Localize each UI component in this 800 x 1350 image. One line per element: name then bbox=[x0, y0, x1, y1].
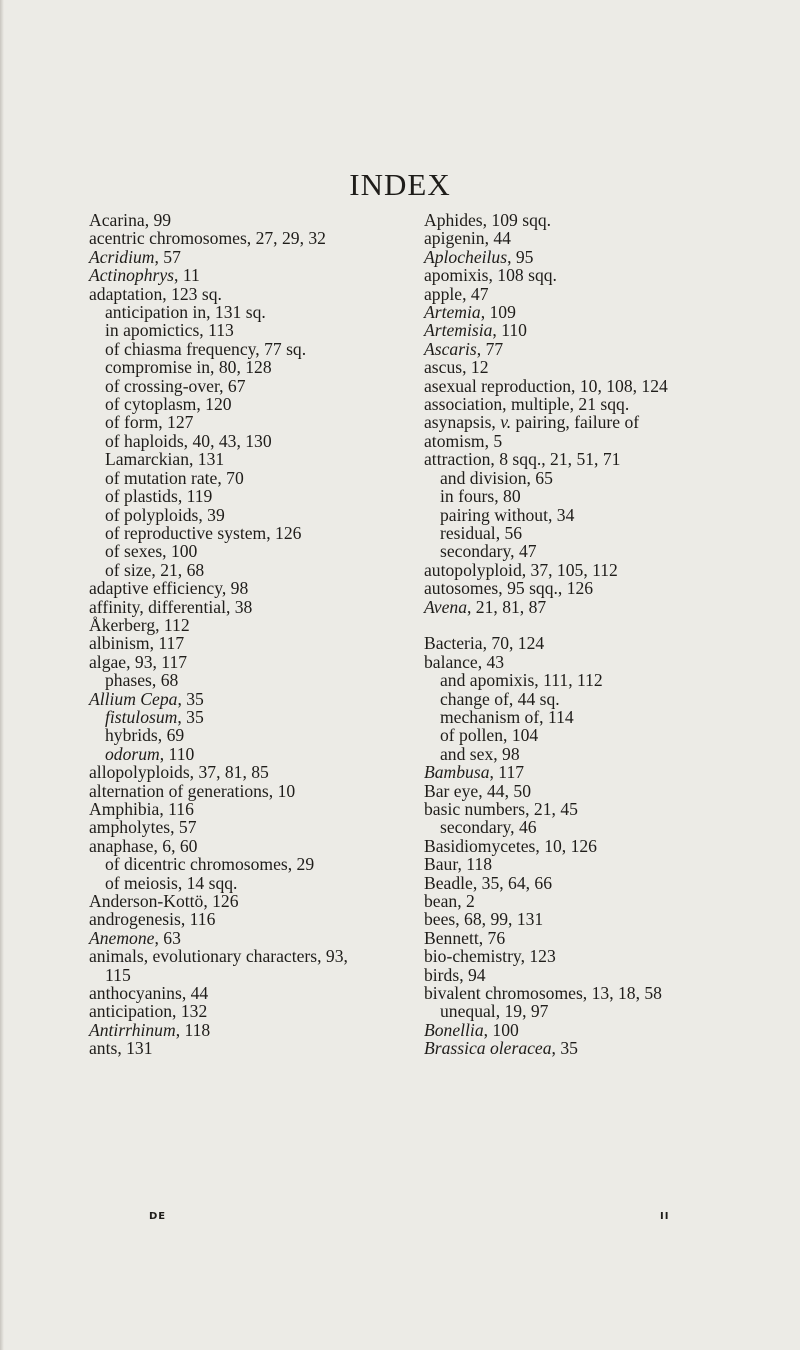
index-subentry bbox=[89, 726, 419, 744]
index-subentry bbox=[89, 487, 419, 505]
index-subentry bbox=[424, 818, 754, 836]
index-subentry bbox=[89, 745, 419, 763]
index-entry bbox=[424, 561, 754, 579]
index-subentry bbox=[89, 671, 419, 689]
entry-text: pairing, failure of bbox=[511, 412, 640, 433]
index-entry bbox=[89, 947, 419, 965]
entry-text: animals, evolutionary characters, 93, bbox=[89, 946, 348, 967]
entry-text: bivalent chromosomes, 13, 18, 58 bbox=[424, 983, 662, 1004]
index-subentry bbox=[89, 561, 419, 579]
entry-text: bio-chemistry, 123 bbox=[424, 946, 556, 967]
index-entry bbox=[424, 285, 754, 303]
entry-text: phases, 68 bbox=[105, 670, 179, 691]
index-entry bbox=[424, 598, 754, 616]
index-entry bbox=[89, 782, 419, 800]
index-entry bbox=[89, 211, 419, 229]
entry-text: apigenin, 44 bbox=[424, 228, 511, 249]
entry-text: , 77 bbox=[476, 338, 504, 359]
entry-text: of dicentric chromosomes, 29 bbox=[105, 854, 315, 875]
entry-text: , 35 bbox=[177, 688, 204, 709]
entry-text: of crossing-over, 67 bbox=[105, 375, 246, 396]
entry-term-italic: Brassica oleracea bbox=[424, 1038, 552, 1059]
entry-text: birds, 94 bbox=[424, 964, 486, 985]
entry-text: bean, 2 bbox=[424, 891, 475, 912]
entry-text: Bar eye, 44, 50 bbox=[424, 780, 531, 801]
index-subentry bbox=[424, 506, 754, 524]
entry-text: unequal, 19, 97 bbox=[440, 1001, 549, 1022]
entry-term-italic: Ascaris bbox=[424, 338, 477, 359]
index-entry bbox=[424, 321, 754, 339]
index-entry bbox=[424, 340, 754, 358]
index-entry bbox=[424, 892, 754, 910]
entry-text: , 57 bbox=[154, 246, 181, 267]
entry-term-italic: Actinophrys bbox=[89, 265, 175, 286]
index-entry bbox=[424, 395, 754, 413]
entry-text: , 118 bbox=[175, 1019, 211, 1040]
index-entry bbox=[89, 616, 419, 634]
entry-text: , 109 bbox=[480, 302, 516, 323]
entry-text: mechanism of, 114 bbox=[440, 706, 574, 727]
entry-text: and division, 65 bbox=[440, 467, 553, 488]
entry-text: autopolyploid, 37, 105, 112 bbox=[424, 559, 618, 580]
entry-text: allopolyploids, 37, 81, 85 bbox=[89, 762, 269, 783]
index-entry bbox=[424, 800, 754, 818]
index-entry bbox=[424, 248, 754, 266]
index-entry bbox=[424, 266, 754, 284]
entry-text: and apomixis, 111, 112 bbox=[440, 670, 603, 691]
entry-text: asynapsis, bbox=[424, 412, 501, 433]
index-entry bbox=[89, 910, 419, 928]
entry-text: secondary, 46 bbox=[440, 817, 537, 838]
index-subentry bbox=[89, 432, 419, 450]
entry-text: Aphides, 109 sqq. bbox=[424, 210, 552, 230]
entry-text: , 21, 81, 87 bbox=[467, 596, 547, 617]
entry-text: apomixis, 108 sqq. bbox=[424, 265, 557, 286]
index-entry bbox=[424, 874, 754, 892]
entry-text: compromise in, 80, 128 bbox=[105, 357, 272, 378]
entry-term-italic: Bonellia bbox=[424, 1019, 484, 1040]
entry-text: , 35 bbox=[551, 1038, 578, 1059]
entry-term-italic: Avena bbox=[424, 596, 467, 617]
entry-term-italic: Bambusa bbox=[424, 762, 490, 783]
index-subentry bbox=[424, 745, 754, 763]
entry-text: Acarina bbox=[89, 210, 145, 230]
index-entry bbox=[89, 800, 419, 818]
entry-text: 115 bbox=[105, 964, 131, 985]
entry-text: apple, 47 bbox=[424, 283, 489, 304]
index-entry bbox=[424, 432, 754, 450]
entry-text: Åkerberg, 112 bbox=[89, 614, 190, 635]
index-entry bbox=[89, 229, 419, 247]
entry-text: asexual reproduction, 10, 108, 124 bbox=[424, 375, 668, 396]
index-entry bbox=[424, 303, 754, 321]
index-column-left bbox=[89, 211, 419, 1058]
index-entry bbox=[89, 634, 419, 652]
entry-text: anticipation in, 131 sq. bbox=[105, 302, 266, 323]
entry-text: , 95 bbox=[507, 246, 534, 267]
entry-text: , 117 bbox=[489, 762, 525, 783]
entry-text: of form, 127 bbox=[105, 412, 194, 433]
index-subentry bbox=[89, 506, 419, 524]
index-subentry bbox=[424, 671, 754, 689]
entry-text: pairing without, 34 bbox=[440, 504, 575, 525]
entry-text: alternation of generations, 10 bbox=[89, 780, 296, 801]
entry-text: of meiosis, 14 sqq. bbox=[105, 872, 238, 893]
entry-term-italic: Artemisia bbox=[424, 320, 493, 341]
entry-text: and sex, 98 bbox=[440, 743, 520, 764]
index-subentry bbox=[424, 690, 754, 708]
entry-text: , 100 bbox=[483, 1019, 519, 1040]
index-entry bbox=[89, 763, 419, 781]
index-entry bbox=[89, 984, 419, 1002]
entry-text: , 11 bbox=[174, 265, 200, 286]
entry-text: anaphase, 6, 60 bbox=[89, 835, 198, 856]
entry-text: , 63 bbox=[154, 927, 181, 948]
index-entry bbox=[89, 285, 419, 303]
entry-text: ants, 131 bbox=[89, 1038, 153, 1059]
entry-text: atomism, 5 bbox=[424, 430, 503, 451]
entry-text: Amphibia, 116 bbox=[89, 799, 194, 819]
entry-text: acentric chromosomes, 27, 29, 32 bbox=[89, 228, 326, 249]
entry-text: anticipation, 132 bbox=[89, 1001, 208, 1022]
index-entry bbox=[424, 855, 754, 873]
entry-text: , 99 bbox=[144, 210, 172, 230]
index-subentry bbox=[89, 340, 419, 358]
index-subentry bbox=[89, 395, 419, 413]
signature-number: II bbox=[660, 1211, 670, 1222]
index-subentry bbox=[424, 487, 754, 505]
index-entry bbox=[89, 1002, 419, 1020]
index-subentry bbox=[89, 542, 419, 560]
entry-text: , 35 bbox=[177, 706, 204, 727]
entry-text: of plastids, 119 bbox=[105, 486, 213, 507]
entry-text: change of, 44 sq. bbox=[440, 688, 560, 709]
entry-term-italic: fistulosum bbox=[105, 706, 178, 727]
index-subentry bbox=[424, 524, 754, 542]
entry-term-italic: Artemia bbox=[424, 302, 481, 323]
index-subentry bbox=[89, 469, 419, 487]
entry-text: adaptive efficiency, 98 bbox=[89, 578, 249, 599]
index-entry bbox=[89, 690, 419, 708]
entry-text: , 110 bbox=[159, 743, 195, 764]
index-entry bbox=[424, 966, 754, 984]
index-entry bbox=[424, 634, 754, 652]
index-entry bbox=[424, 782, 754, 800]
index-subentry bbox=[89, 524, 419, 542]
entry-text: of cytoplasm, 120 bbox=[105, 394, 232, 415]
entry-term-italic: Antirrhinum bbox=[89, 1019, 176, 1040]
index-subentry bbox=[89, 358, 419, 376]
index-entry bbox=[424, 1039, 754, 1057]
entry-text: balance, 43 bbox=[424, 651, 505, 672]
index-column-right bbox=[424, 211, 754, 1058]
index-entry bbox=[424, 450, 754, 468]
index-entry bbox=[424, 413, 754, 431]
index-entry bbox=[89, 837, 419, 855]
entry-term-italic: odorum bbox=[105, 743, 160, 764]
entry-text: in apomictics, 113 bbox=[105, 320, 234, 341]
index-entry bbox=[424, 1021, 754, 1039]
entry-text: of sexes, 100 bbox=[105, 541, 198, 562]
index-subentry bbox=[424, 542, 754, 560]
index-entry bbox=[89, 892, 419, 910]
index-subentry bbox=[89, 321, 419, 339]
entry-text: bees, 68, 99, 131 bbox=[424, 909, 544, 930]
entry-text: Beadle, 35, 64, 66 bbox=[424, 872, 553, 893]
entry-text: of chiasma frequency, 77 sq. bbox=[105, 338, 307, 359]
index-subentry bbox=[89, 450, 419, 468]
index-entry bbox=[424, 837, 754, 855]
entry-text: residual, 56 bbox=[440, 522, 523, 543]
entry-text: Basidiomycetes, 10, 126 bbox=[424, 835, 597, 856]
entry-term-italic: v. bbox=[500, 412, 512, 433]
entry-text: secondary, 47 bbox=[440, 541, 537, 562]
index-entry bbox=[424, 358, 754, 376]
entry-text: Bennett, 76 bbox=[424, 927, 506, 948]
entry-text: of polyploids, 39 bbox=[105, 504, 225, 525]
entry-text: anthocyanins, 44 bbox=[89, 983, 209, 1004]
entry-term-italic: Anemone bbox=[89, 927, 155, 948]
index-subentry bbox=[424, 726, 754, 744]
entry-text: algae, 93, 117 bbox=[89, 651, 188, 672]
entry-text: of haploids, 40, 43, 130 bbox=[105, 430, 272, 451]
entry-text: of size, 21, 68 bbox=[105, 559, 205, 580]
index-subentry bbox=[89, 303, 419, 321]
entry-text: ampholytes, 57 bbox=[89, 817, 197, 838]
page-title: INDEX bbox=[349, 167, 451, 202]
entry-text: hybrids, 69 bbox=[105, 725, 185, 746]
entry-text: autosomes, 95 sqq., 126 bbox=[424, 578, 594, 599]
index-subentry bbox=[89, 413, 419, 431]
index-subentry bbox=[89, 855, 419, 873]
index-entry bbox=[89, 653, 419, 671]
index-entry bbox=[424, 910, 754, 928]
index-subentry bbox=[424, 708, 754, 726]
index-entry bbox=[89, 248, 419, 266]
index-entry bbox=[424, 947, 754, 965]
entry-text: Bacteria, 70, 124 bbox=[424, 633, 545, 654]
entry-text: Anderson-Kottö, 126 bbox=[89, 891, 239, 912]
index-entry bbox=[424, 653, 754, 671]
index-entry bbox=[89, 818, 419, 836]
entry-text: affinity, differential, 38 bbox=[89, 596, 253, 617]
index-entry bbox=[89, 579, 419, 597]
index-entry bbox=[424, 377, 754, 395]
entry-text: albinism, 117 bbox=[89, 633, 185, 654]
entry-term-italic: Allium Cepa bbox=[89, 688, 178, 709]
entry-text: Baur, 118 bbox=[424, 854, 493, 875]
index-subentry bbox=[89, 708, 419, 726]
index-subentry bbox=[424, 469, 754, 487]
entry-text: androgenesis, 116 bbox=[89, 909, 216, 930]
index-entry bbox=[424, 229, 754, 247]
index-entry bbox=[89, 598, 419, 616]
index-entry bbox=[424, 929, 754, 947]
index-entry bbox=[424, 211, 754, 229]
entry-text: of pollen, 104 bbox=[440, 725, 539, 746]
index-subentry bbox=[424, 1002, 754, 1020]
entry-text: in fours, 80 bbox=[440, 486, 521, 507]
index-entry bbox=[89, 1021, 419, 1039]
entry-text: , 110 bbox=[492, 320, 527, 341]
entry-text: of mutation rate, 70 bbox=[105, 467, 244, 488]
index-entry bbox=[424, 984, 754, 1002]
entry-term-italic: Acridium bbox=[89, 246, 155, 267]
index-entry bbox=[424, 763, 754, 781]
index-subentry bbox=[89, 874, 419, 892]
index-entry bbox=[89, 966, 419, 984]
entry-text: Lamarckian, 131 bbox=[105, 449, 225, 470]
entry-text: adaptation, 123 sq. bbox=[89, 283, 222, 304]
entry-text: attraction, 8 sqq., 21, 51, 71 bbox=[424, 449, 621, 470]
index-subentry bbox=[89, 377, 419, 395]
entry-term-italic: Aplocheilus bbox=[424, 246, 508, 267]
index-entry bbox=[89, 266, 419, 284]
entry-text: basic numbers, 21, 45 bbox=[424, 798, 578, 819]
entry-text: association, multiple, 21 sqq. bbox=[424, 394, 630, 415]
index-entry bbox=[89, 929, 419, 947]
entry-text: ascus, 12 bbox=[424, 357, 489, 378]
signature-mark: DE bbox=[149, 1211, 167, 1222]
entry-text: of reproductive system, 126 bbox=[105, 522, 302, 543]
index-entry bbox=[424, 579, 754, 597]
index-entry bbox=[89, 1039, 419, 1057]
